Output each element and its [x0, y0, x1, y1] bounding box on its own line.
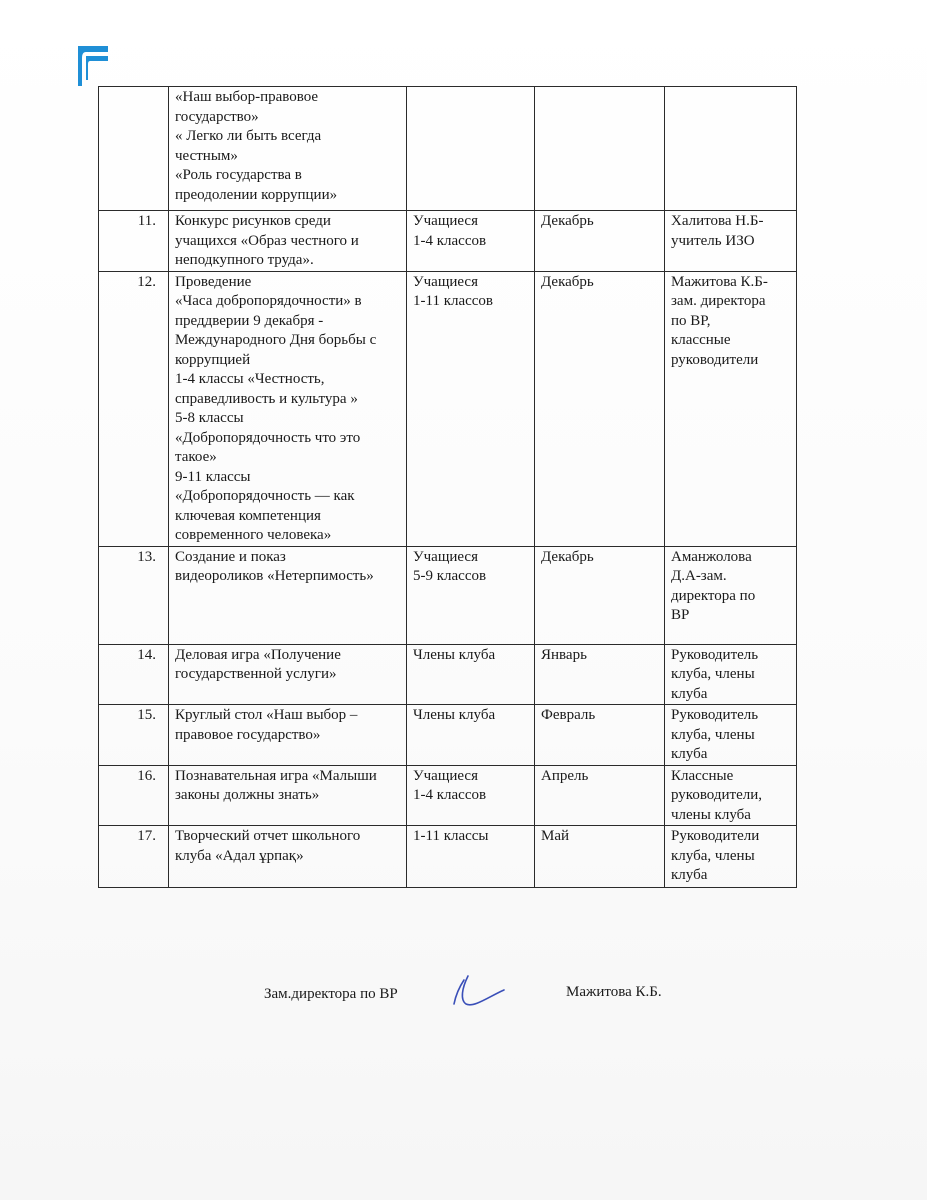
date-cell: [535, 87, 665, 211]
event-cell: Круглый стол «Наш выбор – правовое государство»: [169, 705, 407, 766]
table-row: [99, 211, 797, 272]
row-number: 14.: [99, 644, 169, 705]
participants-cell: [407, 87, 535, 211]
table-row: [99, 826, 797, 888]
handwritten-signature: [446, 970, 516, 1016]
event-cell: Деловая игра «Получение государственной услуги»: [169, 644, 407, 705]
row-number: 16.: [99, 765, 169, 826]
date-cell: Декабрь: [535, 211, 665, 272]
participants-cell: Учащиеся 1-11 классов: [407, 271, 535, 546]
signatory-name: Мажитова К.Б.: [566, 984, 662, 1000]
date-cell: Декабрь: [535, 271, 665, 546]
row-number: 12.: [99, 271, 169, 546]
participants-cell: Учащиеся 1-4 классов: [407, 765, 535, 826]
responsible-cell: Руководитель клуба, члены клуба: [665, 644, 797, 705]
row-number: 15.: [99, 705, 169, 766]
event-cell: Создание и показ видеороликов «Нетерпимость»: [169, 546, 407, 644]
participants-cell: Учащиеся 1-4 классов: [407, 211, 535, 272]
row-number: 11.: [99, 211, 169, 272]
participants-cell: Учащиеся 5-9 классов: [407, 546, 535, 644]
event-cell: Творческий отчет школьного клуба «Адал ұрпақ»: [169, 826, 407, 888]
responsible-cell: Мажитова К.Б- зам. директора по ВР, классные руководители: [665, 271, 797, 546]
event-cell: Познавательная игра «Малыши законы должны знать»: [169, 765, 407, 826]
event-cell: Проведение «Часа добропорядочности» в преддверии 9 декабря - Международного Дня борьбы с коррупцией 1-4 классы «Честность, справедливость и культура » 5-8 классы «Добропорядочность что это такое» 9-11 классы «Добропорядочность — как ключевая компетенция современного человека»: [169, 271, 407, 546]
date-cell: Январь: [535, 644, 665, 705]
table-row: [99, 271, 797, 546]
event-cell: «Наш выбор-правовое государство» « Легко ли быть всегда честным» «Роль государства в преодолении коррупции»: [169, 87, 407, 211]
corner-logo-mark: [78, 46, 108, 86]
responsible-cell: Руководитель клуба, члены клуба: [665, 705, 797, 766]
row-number: 17.: [99, 826, 169, 888]
row-number: [99, 87, 169, 211]
table-row: [99, 644, 797, 705]
signature-block: [0, 970, 927, 1030]
date-cell: Апрель: [535, 765, 665, 826]
participants-cell: Члены клуба: [407, 644, 535, 705]
responsible-cell: Аманжолова Д.А-зам. директора по ВР: [665, 546, 797, 644]
table-row: [99, 765, 797, 826]
responsible-cell: [665, 87, 797, 211]
participants-cell: Члены клуба: [407, 705, 535, 766]
row-number: 13.: [99, 546, 169, 644]
responsible-cell: Классные руководители, члены клуба: [665, 765, 797, 826]
responsible-cell: Руководители клуба, члены клуба: [665, 826, 797, 888]
participants-cell: 1-11 классы: [407, 826, 535, 888]
table-row: [99, 87, 797, 211]
event-cell: Конкурс рисунков среди учащихся «Образ честного и неподкупного труда».: [169, 211, 407, 272]
events-table: [98, 86, 797, 888]
table-row: [99, 546, 797, 644]
date-cell: Май: [535, 826, 665, 888]
responsible-cell: Халитова Н.Б- учитель ИЗО: [665, 211, 797, 272]
date-cell: Декабрь: [535, 546, 665, 644]
signatory-role: Зам.директора по ВР: [264, 986, 398, 1002]
table-row: [99, 705, 797, 766]
date-cell: Февраль: [535, 705, 665, 766]
